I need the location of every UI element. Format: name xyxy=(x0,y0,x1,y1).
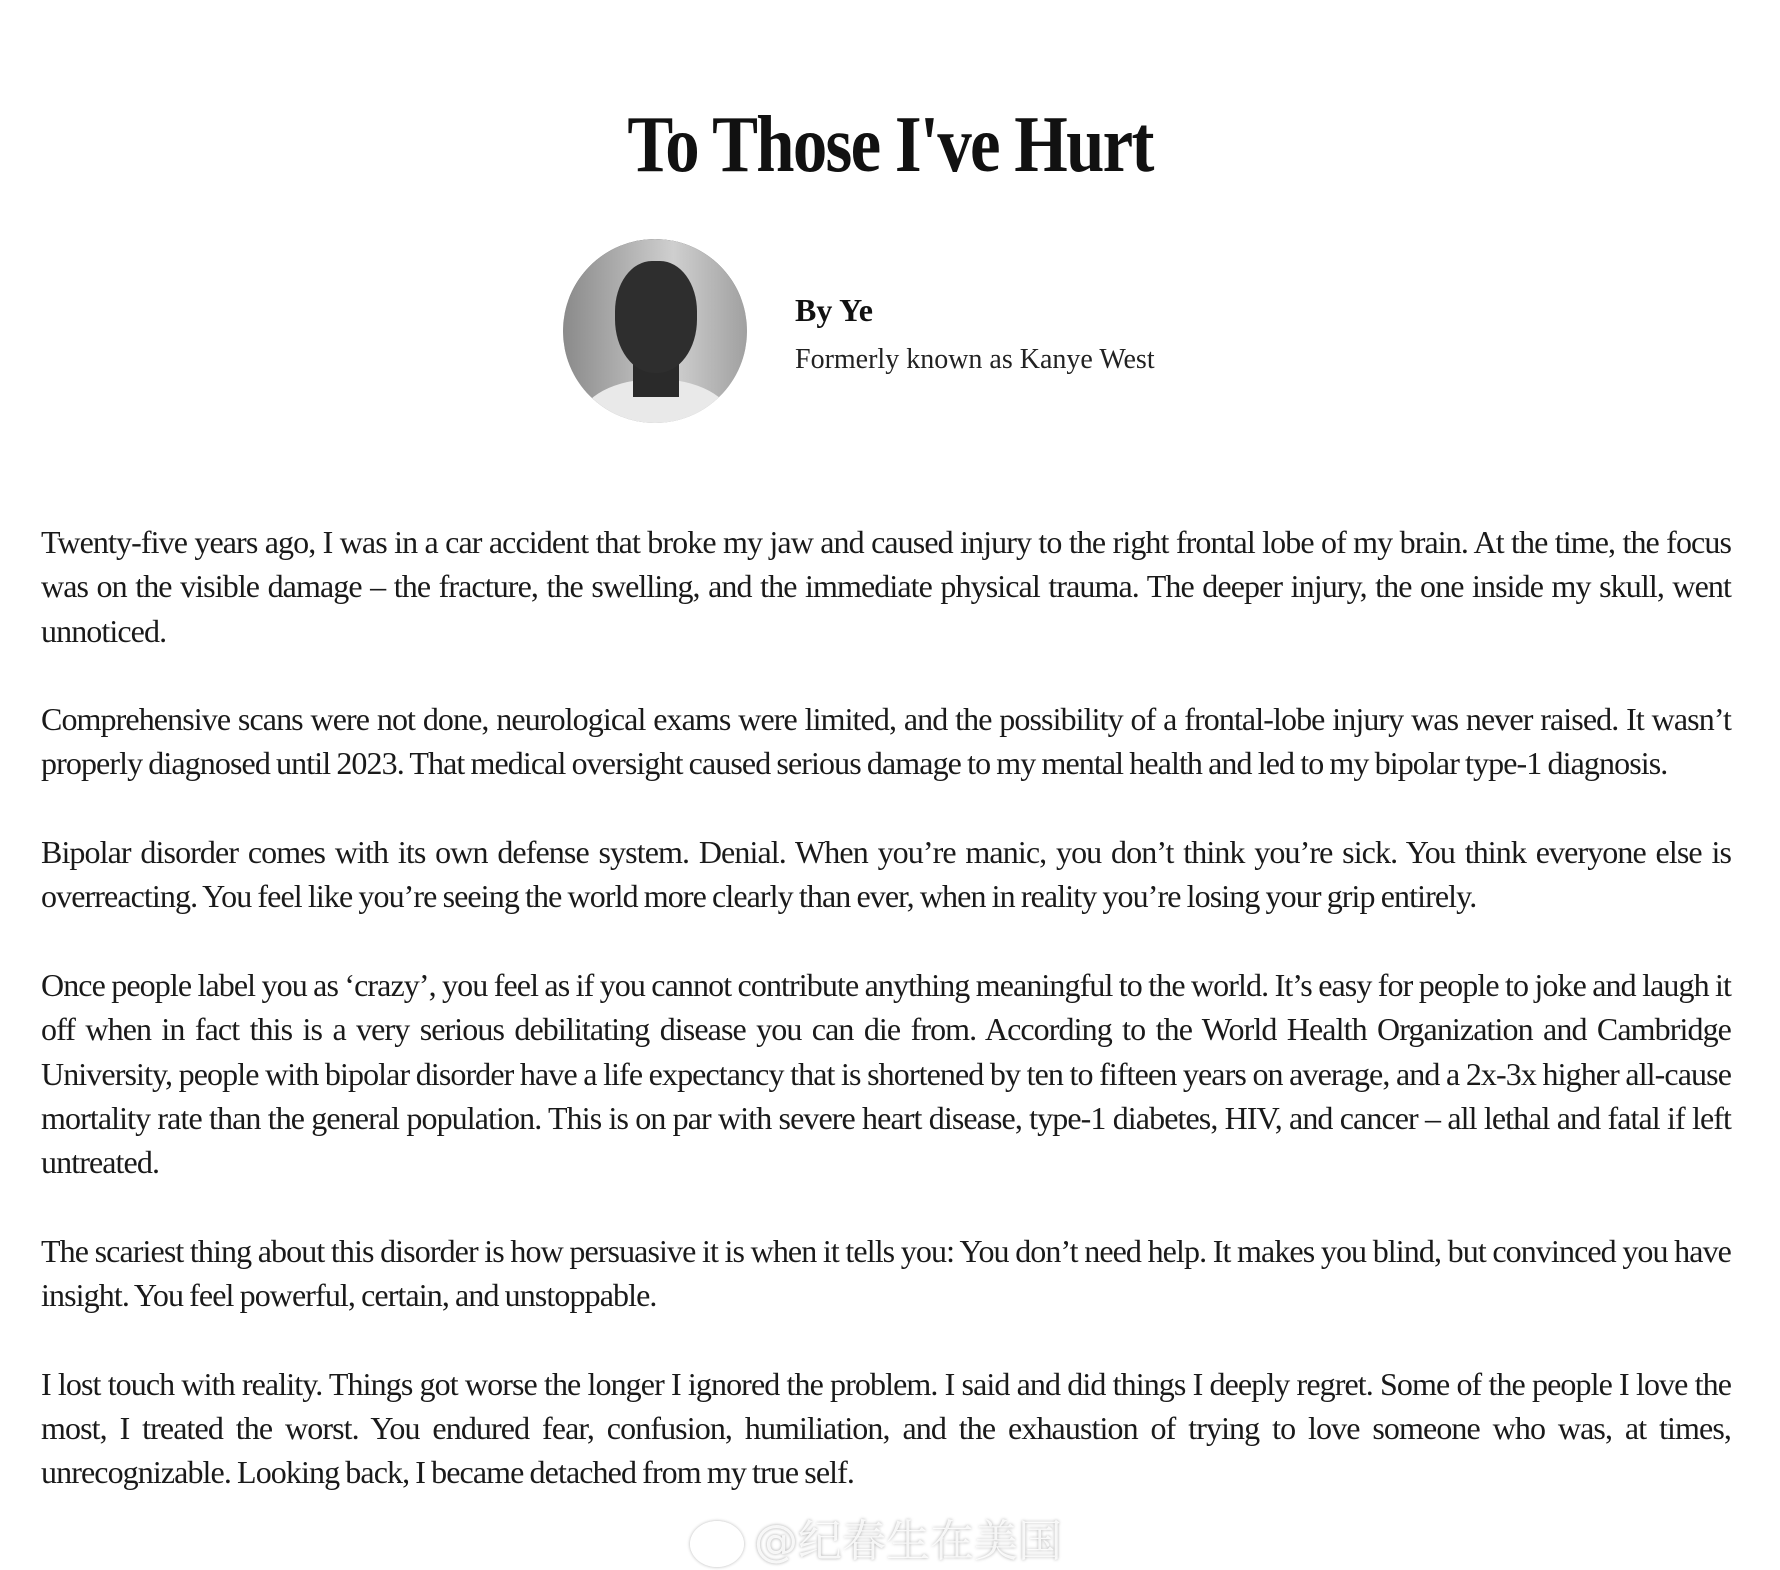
watermark xyxy=(690,1505,1062,1569)
paragraph: Bipolar disorder comes with its own defense system. Denial. When you’re manic, you don’t think you’re sick. You think everyone else is overreacting. You feel like you’re seeing the world more clearly than ever, when in reality you’re losing your grip entirely. xyxy=(41,834,1731,915)
paragraph: I lost touch with reality. Things got worse the longer I ignored the problem. I said and did things I deeply regret. Some of the people I love the most, I treated the worst. You endured fear, confusion, humiliation, and the exhaustion of trying to love someone who was, at times, unrecognizable. Looking back, I became detached from my true self. xyxy=(41,1365,1731,1491)
paragraph: Once people label you as ‘crazy’, you feel as if you cannot contribute anything meaningful to the world. It’s easy for people to joke and laugh it off when in fact this is a very serious debilitating disease you can die from. According to the World Health Organization and Cambridge University, people with bipolar disorder have a life expectancy that is shortened by ten to fifteen years on average, and a 2x-3x higher all-cause mortality rate than the general population. This is on par with severe heart disease, type-1 diabetes, HIV, and cancer – all lethal and fatal if left untreated. xyxy=(41,966,1731,1181)
article-title: To Those I've Hurt xyxy=(627,101,1153,189)
article-body xyxy=(41,520,1731,1539)
paragraph: Twenty-five years ago, I was in a car accident that broke my jaw and caused injury to the right frontal lobe of my brain. At the time, the focus was on the visible damage – the fracture, the swelling, and the immediate physical trauma. The deeper injury, the one inside my skull, went unnoticed. xyxy=(41,524,1731,649)
paragraph: The scariest thing about this disorder is how persuasive it is when it tells you: You don’t need help. It makes you blind, but convinced you have insight. You feel powerful, certain, and unstoppable. xyxy=(41,1232,1731,1314)
watermark-text: @纪春生在美国 xyxy=(754,1516,1062,1567)
author-byline: By Ye xyxy=(795,292,873,328)
weibo-logo-icon xyxy=(690,1521,744,1567)
paragraph: Comprehensive scans were not done, neurological exams were limited, and the possibility of a frontal-lobe injury was never raised. It wasn’t properly diagnosed until 2023. That medical oversight caused serious damage to my mental health and led to my bipolar type-1 diagnosis. xyxy=(41,701,1731,782)
author-subtitle: Formerly known as Kanye West xyxy=(795,344,1155,375)
author-photo xyxy=(563,239,747,423)
